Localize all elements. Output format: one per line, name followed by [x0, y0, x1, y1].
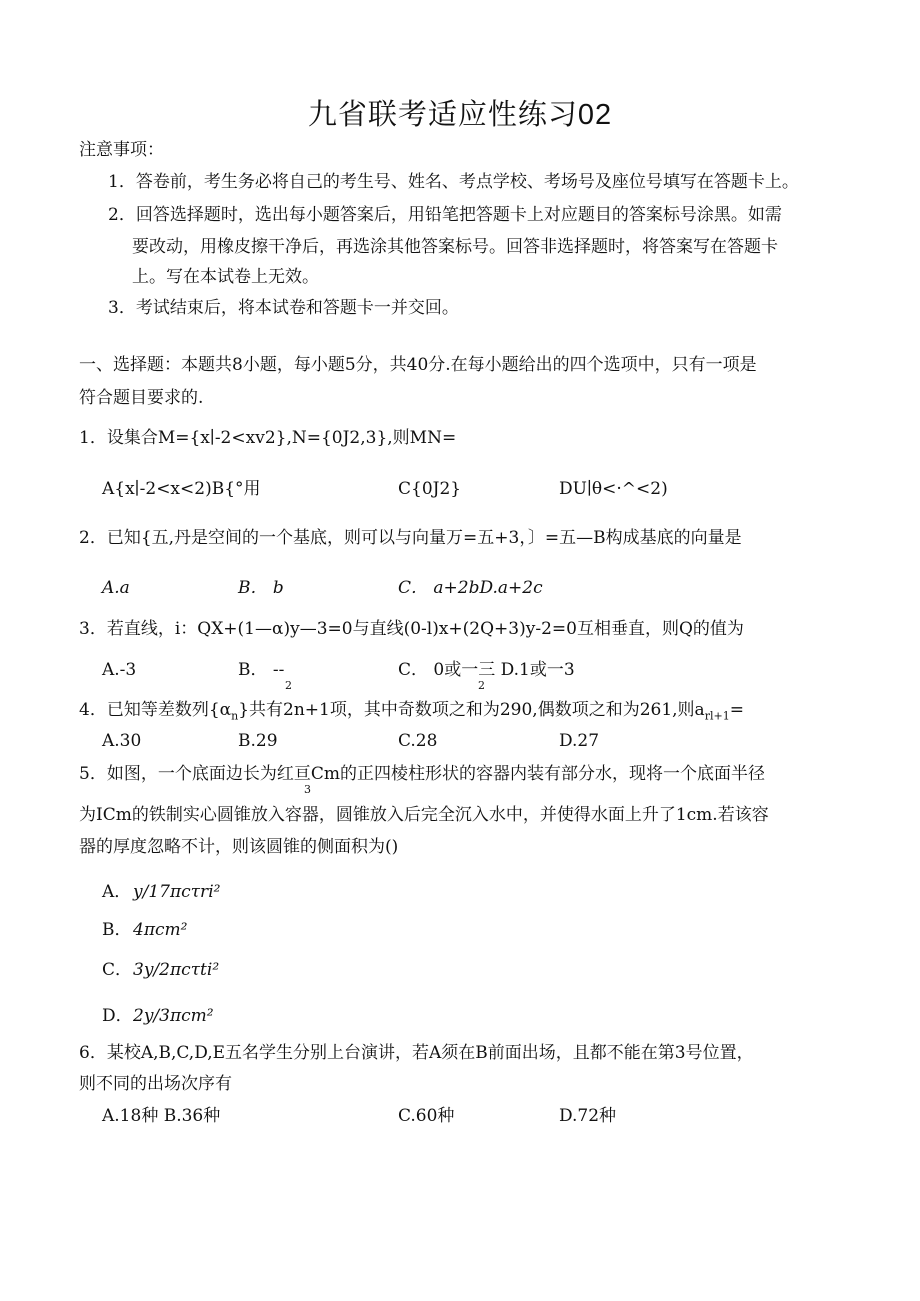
notice-heading: 注意事项：: [79, 140, 164, 160]
question-2-stem: 2．已知{五,丹是空间的一个基底，则可以与向量万=五+3，〕=五—B构成基底的向量是: [79, 528, 742, 548]
notice-item-3: 3．考试结束后，将本试卷和答题卡一并交回。: [108, 298, 459, 318]
question-3-option-b-subscript: 2: [285, 679, 292, 692]
question-1-stem: 1．设集合M={x∣-2<xv2},N={0J2,3},则MN=: [79, 428, 457, 448]
question-2-option-cd: C． a+2bD.a+2c: [398, 578, 543, 598]
question-5-subscript: 3: [304, 783, 311, 796]
question-5-option-b: 4πcm²: [133, 920, 188, 940]
question-4-stem: [79, 700, 744, 726]
question-5-option-c: 3y∕2πcτti²: [133, 960, 220, 980]
question-4-option-b: B.29: [238, 731, 278, 751]
question-1-option-c: C{0J2}: [398, 479, 462, 499]
question-2-option-a: A.a: [102, 578, 130, 598]
question-5-option-d: 2y∕3πcm²: [133, 1006, 214, 1026]
question-5-option-b-label: B．: [102, 920, 132, 940]
question-1-option-d: DU∣θ<·^<2): [559, 479, 668, 499]
question-4-option-a: A.30: [102, 731, 142, 751]
question-5-line-1: 5．如图，一个底面边长为红亘Cm的正四棱柱形状的容器内装有部分水，现将一个底面半径: [79, 764, 765, 784]
question-5-line-3: 器的厚度忽略不计，则该圆锥的侧面积为(): [79, 837, 399, 857]
notice-item-2: 2．回答选择题时，选出每小题答案后，用铅笔把答题卡上对应题目的答案标号涂黑。如需: [108, 205, 782, 225]
question-5-option-a: y∕17πcτri²: [133, 882, 221, 902]
question-3-option-a: A.-3: [102, 660, 137, 680]
section-heading: 一、选择题：本题共8小题，每小题5分，共40分.在每小题给出的四个选项中，只有一项是: [79, 355, 757, 375]
question-1-option-ab: A{x∣-2<x<2)B{°用: [102, 479, 261, 499]
question-3-stem: 3．若直线，i：QX+(1—α)y—3=0与直线(0-l)x+(2Q+3)y-2=0互相垂直，则Q的值为: [79, 619, 744, 639]
notice-item-2-cont: 要改动，用橡皮擦干净后，再选涂其他答案标号。回答非选择题时，将答案写在答题卡: [132, 237, 778, 257]
question-4-option-d: D.27: [559, 731, 600, 751]
question-6-line-1: 6．某校A,B,C,D,E五名学生分别上台演讲，若A须在B前面出场，且都不能在第3号位置，: [79, 1043, 754, 1063]
question-5-line-2: 为ICm的铁制实心圆锥放入容器，圆锥放入后完全沉入水中，并使得水面上升了1cm.若该容: [79, 805, 769, 825]
question-3-option-cd: C． 0或一三 D.1或一3: [398, 660, 575, 680]
question-4-subscript-index: rl+1: [704, 709, 730, 723]
question-5-option-c-label: C．: [102, 960, 133, 980]
question-5-option-a-label: A．: [102, 882, 132, 902]
question-5-option-d-label: D．: [102, 1006, 133, 1026]
question-6-option-d: D.72种: [559, 1106, 617, 1126]
question-6-option-ab: A.18种 B.36种: [102, 1106, 221, 1126]
notice-item-1: 1．答卷前，考生务必将自己的考生号、姓名、考点学校、考场号及座位号填写在答题卡上。: [108, 172, 799, 192]
notice-item-2-end: 上。写在本试卷上无效。: [132, 267, 319, 287]
question-3-option-c-subscript: 2: [478, 679, 485, 692]
question-6-line-2: 则不同的出场次序有: [79, 1074, 232, 1094]
question-4-stem-end: =: [729, 700, 744, 720]
question-4-stem-middle: }共有2n+1项，其中奇数项之和为290,偶数项之和为261,则a: [238, 700, 705, 720]
question-4-stem-start: 4．已知等差数列{α: [79, 700, 232, 720]
question-6-option-c: C.60种: [398, 1106, 455, 1126]
question-4-subscript-n: n: [231, 709, 239, 723]
section-heading-cont: 符合题目要求的.: [79, 388, 204, 408]
question-3-option-b: B． --: [238, 660, 285, 680]
question-2-option-b: B． b: [238, 578, 284, 598]
page-title: 九省联考适应性练习02: [307, 99, 613, 131]
question-4-option-c: C.28: [398, 731, 438, 751]
